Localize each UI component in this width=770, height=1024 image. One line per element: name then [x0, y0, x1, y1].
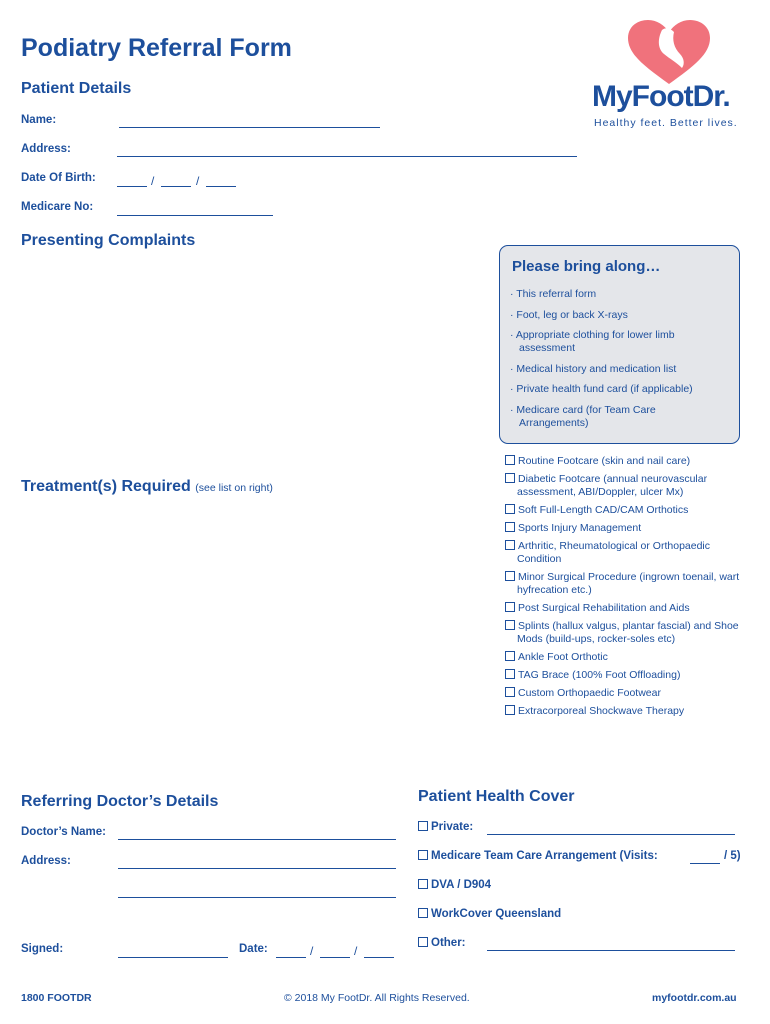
brand-name: MyFootDr.	[592, 80, 730, 113]
checkbox[interactable]	[505, 522, 515, 532]
patient-name-label: Name:	[21, 114, 57, 126]
treatment-heading-row	[21, 478, 273, 496]
treatment-option-label: Diabetic Footcare (annual neurovascular assessment, ABI/Doppler, ulcer Mx)	[517, 473, 708, 498]
checkbox[interactable]	[418, 850, 428, 860]
treatment-option-label: Post Surgical Rehabilitation and Aids	[518, 602, 690, 614]
treatment-option[interactable]	[505, 504, 755, 517]
treatment-option-label: Routine Footcare (skin and nail care)	[518, 455, 691, 467]
brand-tagline: Healthy feet. Better lives.	[594, 117, 738, 129]
cover-other-label: Other:	[431, 937, 466, 949]
list-item: · Foot, leg or back X-rays	[510, 308, 628, 321]
checkbox[interactable]	[505, 705, 515, 715]
treatment-option-label: Soft Full-Length CAD/CAM Orthotics	[518, 504, 689, 516]
treatment-option-label: Sports Injury Management	[518, 522, 642, 534]
list-item: · Private health fund card (if applicable)	[510, 383, 693, 395]
footer-phone: 1800 FOOTDR	[21, 992, 92, 1004]
checkbox[interactable]	[418, 937, 428, 947]
checkbox[interactable]	[505, 455, 515, 465]
checkbox[interactable]	[418, 908, 428, 918]
dob-separator: /	[196, 174, 200, 188]
list-item: · Medical history and medication list	[510, 362, 677, 375]
treatment-option-label: Custom Orthopaedic Footwear	[518, 687, 661, 699]
treatment-option[interactable]	[505, 522, 755, 535]
cover-dva-option[interactable]	[418, 879, 491, 891]
dob-day-field[interactable]	[117, 186, 147, 187]
treatment-option[interactable]	[505, 455, 755, 468]
checkbox[interactable]	[418, 821, 428, 831]
checkbox[interactable]	[505, 571, 515, 581]
visits-field[interactable]	[690, 863, 720, 864]
brand-logo	[624, 18, 714, 86]
health-cover-heading: Patient Health Cover	[418, 788, 575, 805]
cover-other-option[interactable]	[418, 937, 466, 949]
treatment-option[interactable]	[505, 602, 755, 615]
presenting-complaints-area[interactable]	[21, 256, 486, 456]
patient-address-label: Address:	[21, 143, 71, 155]
treatment-option[interactable]	[505, 620, 755, 646]
checkbox[interactable]	[505, 504, 515, 514]
doctor-address-field[interactable]	[118, 868, 396, 869]
treatment-option[interactable]	[505, 473, 755, 499]
doctor-address-label: Address:	[21, 855, 71, 867]
list-item: · Appropriate clothing for lower limb assessment	[510, 329, 675, 354]
doctor-name-field[interactable]	[118, 839, 396, 840]
treatment-list	[505, 455, 755, 723]
cover-private-label: Private:	[431, 821, 474, 833]
checkbox[interactable]	[505, 669, 515, 679]
checkbox[interactable]	[505, 602, 515, 612]
date-separator: /	[310, 944, 314, 958]
treatment-option[interactable]	[505, 540, 755, 566]
medicare-label: Medicare No:	[21, 201, 94, 213]
doctor-address-field-2[interactable]	[118, 897, 396, 898]
presenting-complaints-heading: Presenting Complaints	[21, 232, 196, 249]
checkbox[interactable]	[418, 879, 428, 889]
date-month-field[interactable]	[320, 957, 350, 958]
patient-details-heading: Patient Details	[21, 80, 132, 97]
referring-doctor-heading: Referring Doctor’s Details	[21, 793, 219, 810]
date-label: Date:	[239, 943, 268, 955]
date-separator: /	[354, 944, 358, 958]
signature-field[interactable]	[118, 957, 228, 958]
checkbox[interactable]	[505, 651, 515, 661]
bring-along-box	[499, 245, 740, 444]
treatment-option[interactable]	[505, 687, 755, 700]
visits-suffix: / 5)	[724, 850, 741, 862]
treatment-heading: Treatment(s) Required	[21, 478, 191, 495]
page-title: Podiatry Referral Form	[21, 34, 292, 62]
signed-label: Signed:	[21, 943, 64, 955]
medicare-field[interactable]	[117, 215, 273, 216]
footer-copyright: © 2018 My FootDr. All Rights Reserved.	[284, 992, 470, 1004]
checkbox[interactable]	[505, 687, 515, 697]
dob-month-field[interactable]	[161, 186, 191, 187]
treatment-note: (see list on right)	[195, 482, 273, 494]
list-item: · This referral form	[510, 288, 597, 300]
treatment-option-label: Extracorporeal Shockwave Therapy	[518, 705, 685, 717]
treatment-option[interactable]	[505, 669, 755, 682]
date-year-field[interactable]	[364, 957, 394, 958]
other-cover-field[interactable]	[487, 950, 735, 951]
cover-dva-label: DVA / D904	[431, 879, 492, 891]
heart-foot-icon	[624, 18, 714, 86]
cover-private-option[interactable]	[418, 821, 473, 833]
patient-address-field[interactable]	[117, 156, 577, 157]
treatment-option-label: Ankle Foot Orthotic	[518, 651, 608, 663]
list-item: · Medicare card (for Team Care Arrangements)	[510, 403, 656, 429]
bring-along-heading: Please bring along…	[512, 258, 661, 275]
private-fund-field[interactable]	[487, 834, 735, 835]
treatment-option-label: TAG Brace (100% Foot Offloading)	[518, 669, 681, 681]
cover-medicare-team-label: Medicare Team Care Arrangement (Visits:	[431, 850, 658, 862]
dob-label: Date Of Birth:	[21, 172, 96, 184]
checkbox[interactable]	[505, 620, 515, 630]
cover-workcover-option[interactable]	[418, 908, 561, 920]
footer-website-link[interactable]: myfootdr.com.au	[652, 992, 737, 1004]
treatment-option-label: Minor Surgical Procedure (ingrown toenail, wart hyfrecation etc.)	[517, 571, 740, 596]
bring-along-list	[510, 288, 725, 437]
date-day-field[interactable]	[276, 957, 306, 958]
cover-workcover-label: WorkCover Queensland	[431, 908, 562, 920]
dob-year-field[interactable]	[206, 186, 236, 187]
treatment-option[interactable]	[505, 705, 755, 718]
dob-separator: /	[151, 174, 155, 188]
doctor-name-label: Doctor’s Name:	[21, 826, 106, 838]
checkbox[interactable]	[505, 473, 515, 483]
treatment-option-label: Splints (hallux valgus, plantar fascial) and Shoe Mods (build-ups, rocker-soles etc)	[517, 620, 739, 645]
treatment-option-label: Arthritic, Rheumatological or Orthopaedic Condition	[517, 540, 711, 565]
treatment-option[interactable]	[505, 571, 755, 597]
treatment-option[interactable]	[505, 651, 755, 664]
cover-medicare-team-option[interactable]	[418, 850, 658, 862]
checkbox[interactable]	[505, 540, 515, 550]
patient-name-field[interactable]	[119, 127, 380, 128]
